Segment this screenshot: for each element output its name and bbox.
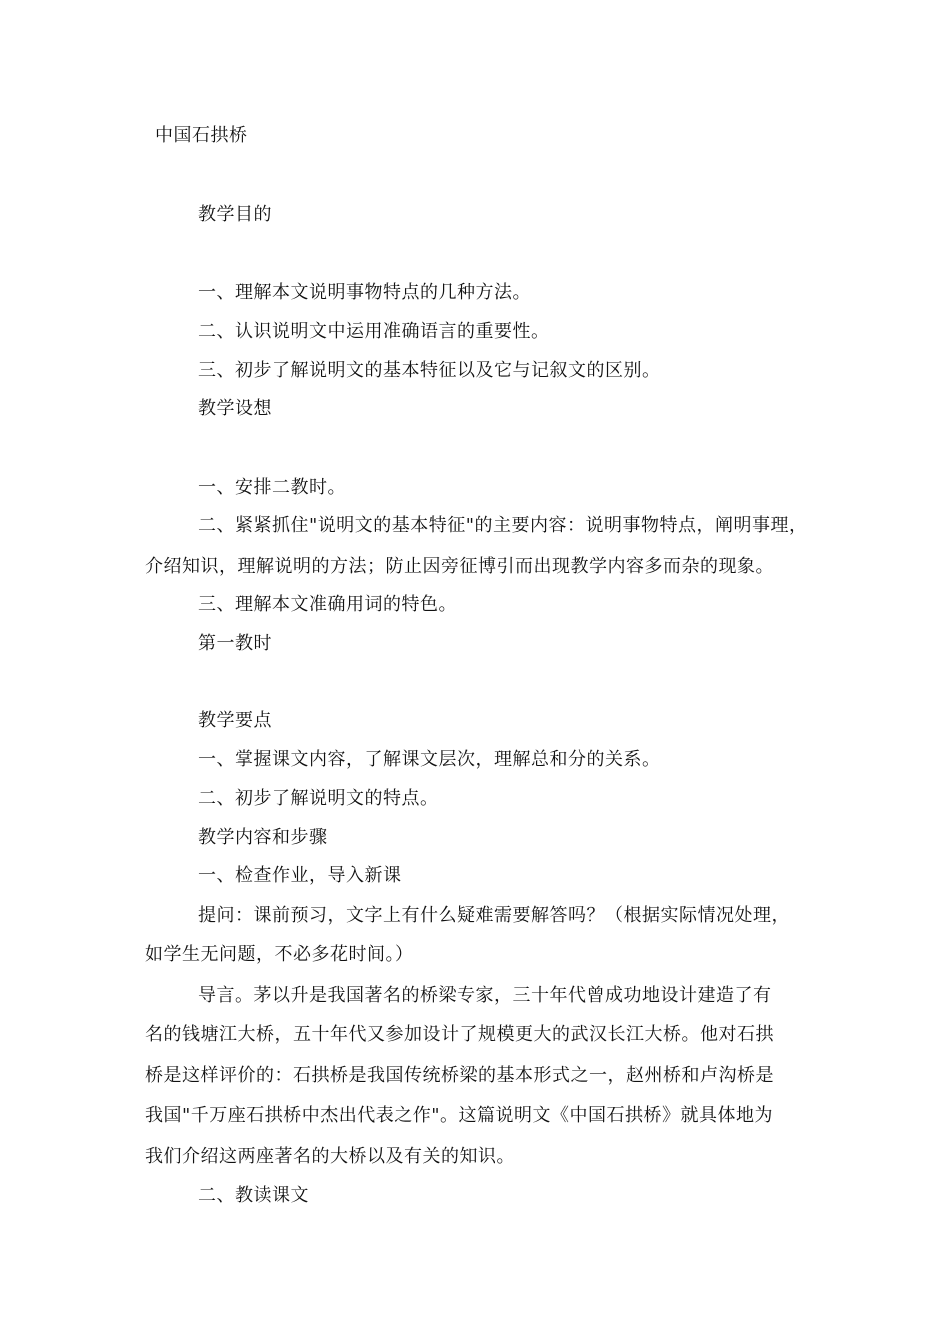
objective-item: 一、理解本文说明事物特点的几种方法。	[198, 282, 531, 303]
intro-line: 导言。茅以升是我国著名的桥梁专家，三十年代曾成功地设计建造了有	[198, 985, 772, 1006]
keypoint-item: 一、掌握课文内容，了解课文层次，理解总和分的关系。	[198, 749, 661, 770]
heading-steps: 教学内容和步骤	[198, 827, 328, 848]
step-title: 一、检查作业，导入新课	[198, 865, 402, 886]
intro-line-continued: 名的钱塘江大桥，五十年代又参加设计了规模更大的武汉长江大桥。他对石拱	[145, 1024, 774, 1045]
heading-key-points: 教学要点	[198, 710, 272, 731]
intro-line-continued: 我国"千万座石拱桥中杰出代表之作"。这篇说明文《中国石拱桥》就具体地为	[145, 1105, 774, 1126]
step-title: 二、教读课文	[198, 1185, 309, 1206]
idea-item: 二、紧紧抓住"说明文的基本特征"的主要内容：说明事物特点，阐明事理，	[198, 515, 808, 536]
objective-item: 二、认识说明文中运用准确语言的重要性。	[198, 321, 550, 342]
heading-first-period: 第一教时	[198, 633, 272, 654]
idea-item: 三、理解本文准确用词的特色。	[198, 594, 457, 615]
document-title: 中国石拱桥	[155, 125, 248, 146]
intro-line-continued: 我们介绍这两座著名的大桥以及有关的知识。	[145, 1146, 515, 1167]
idea-item-continued: 介绍知识，理解说明的方法；防止因旁征博引而出现教学内容多而杂的现象。	[145, 556, 774, 577]
heading-teaching-idea: 教学设想	[198, 398, 272, 419]
intro-line-continued: 桥是这样评价的：石拱桥是我国传统桥梁的基本形式之一，赵州桥和卢沟桥是	[145, 1065, 774, 1086]
objective-item: 三、初步了解说明文的基本特征以及它与记叙文的区别。	[198, 360, 661, 381]
idea-item: 一、安排二教时。	[198, 477, 346, 498]
keypoint-item: 二、初步了解说明文的特点。	[198, 788, 439, 809]
heading-objectives: 教学目的	[198, 204, 272, 225]
question-line-continued: 如学生无问题，不必多花时间。）	[145, 944, 414, 965]
question-line: 提问：课前预习，文字上有什么疑难需要解答吗？（根据实际情况处理，	[198, 905, 790, 926]
